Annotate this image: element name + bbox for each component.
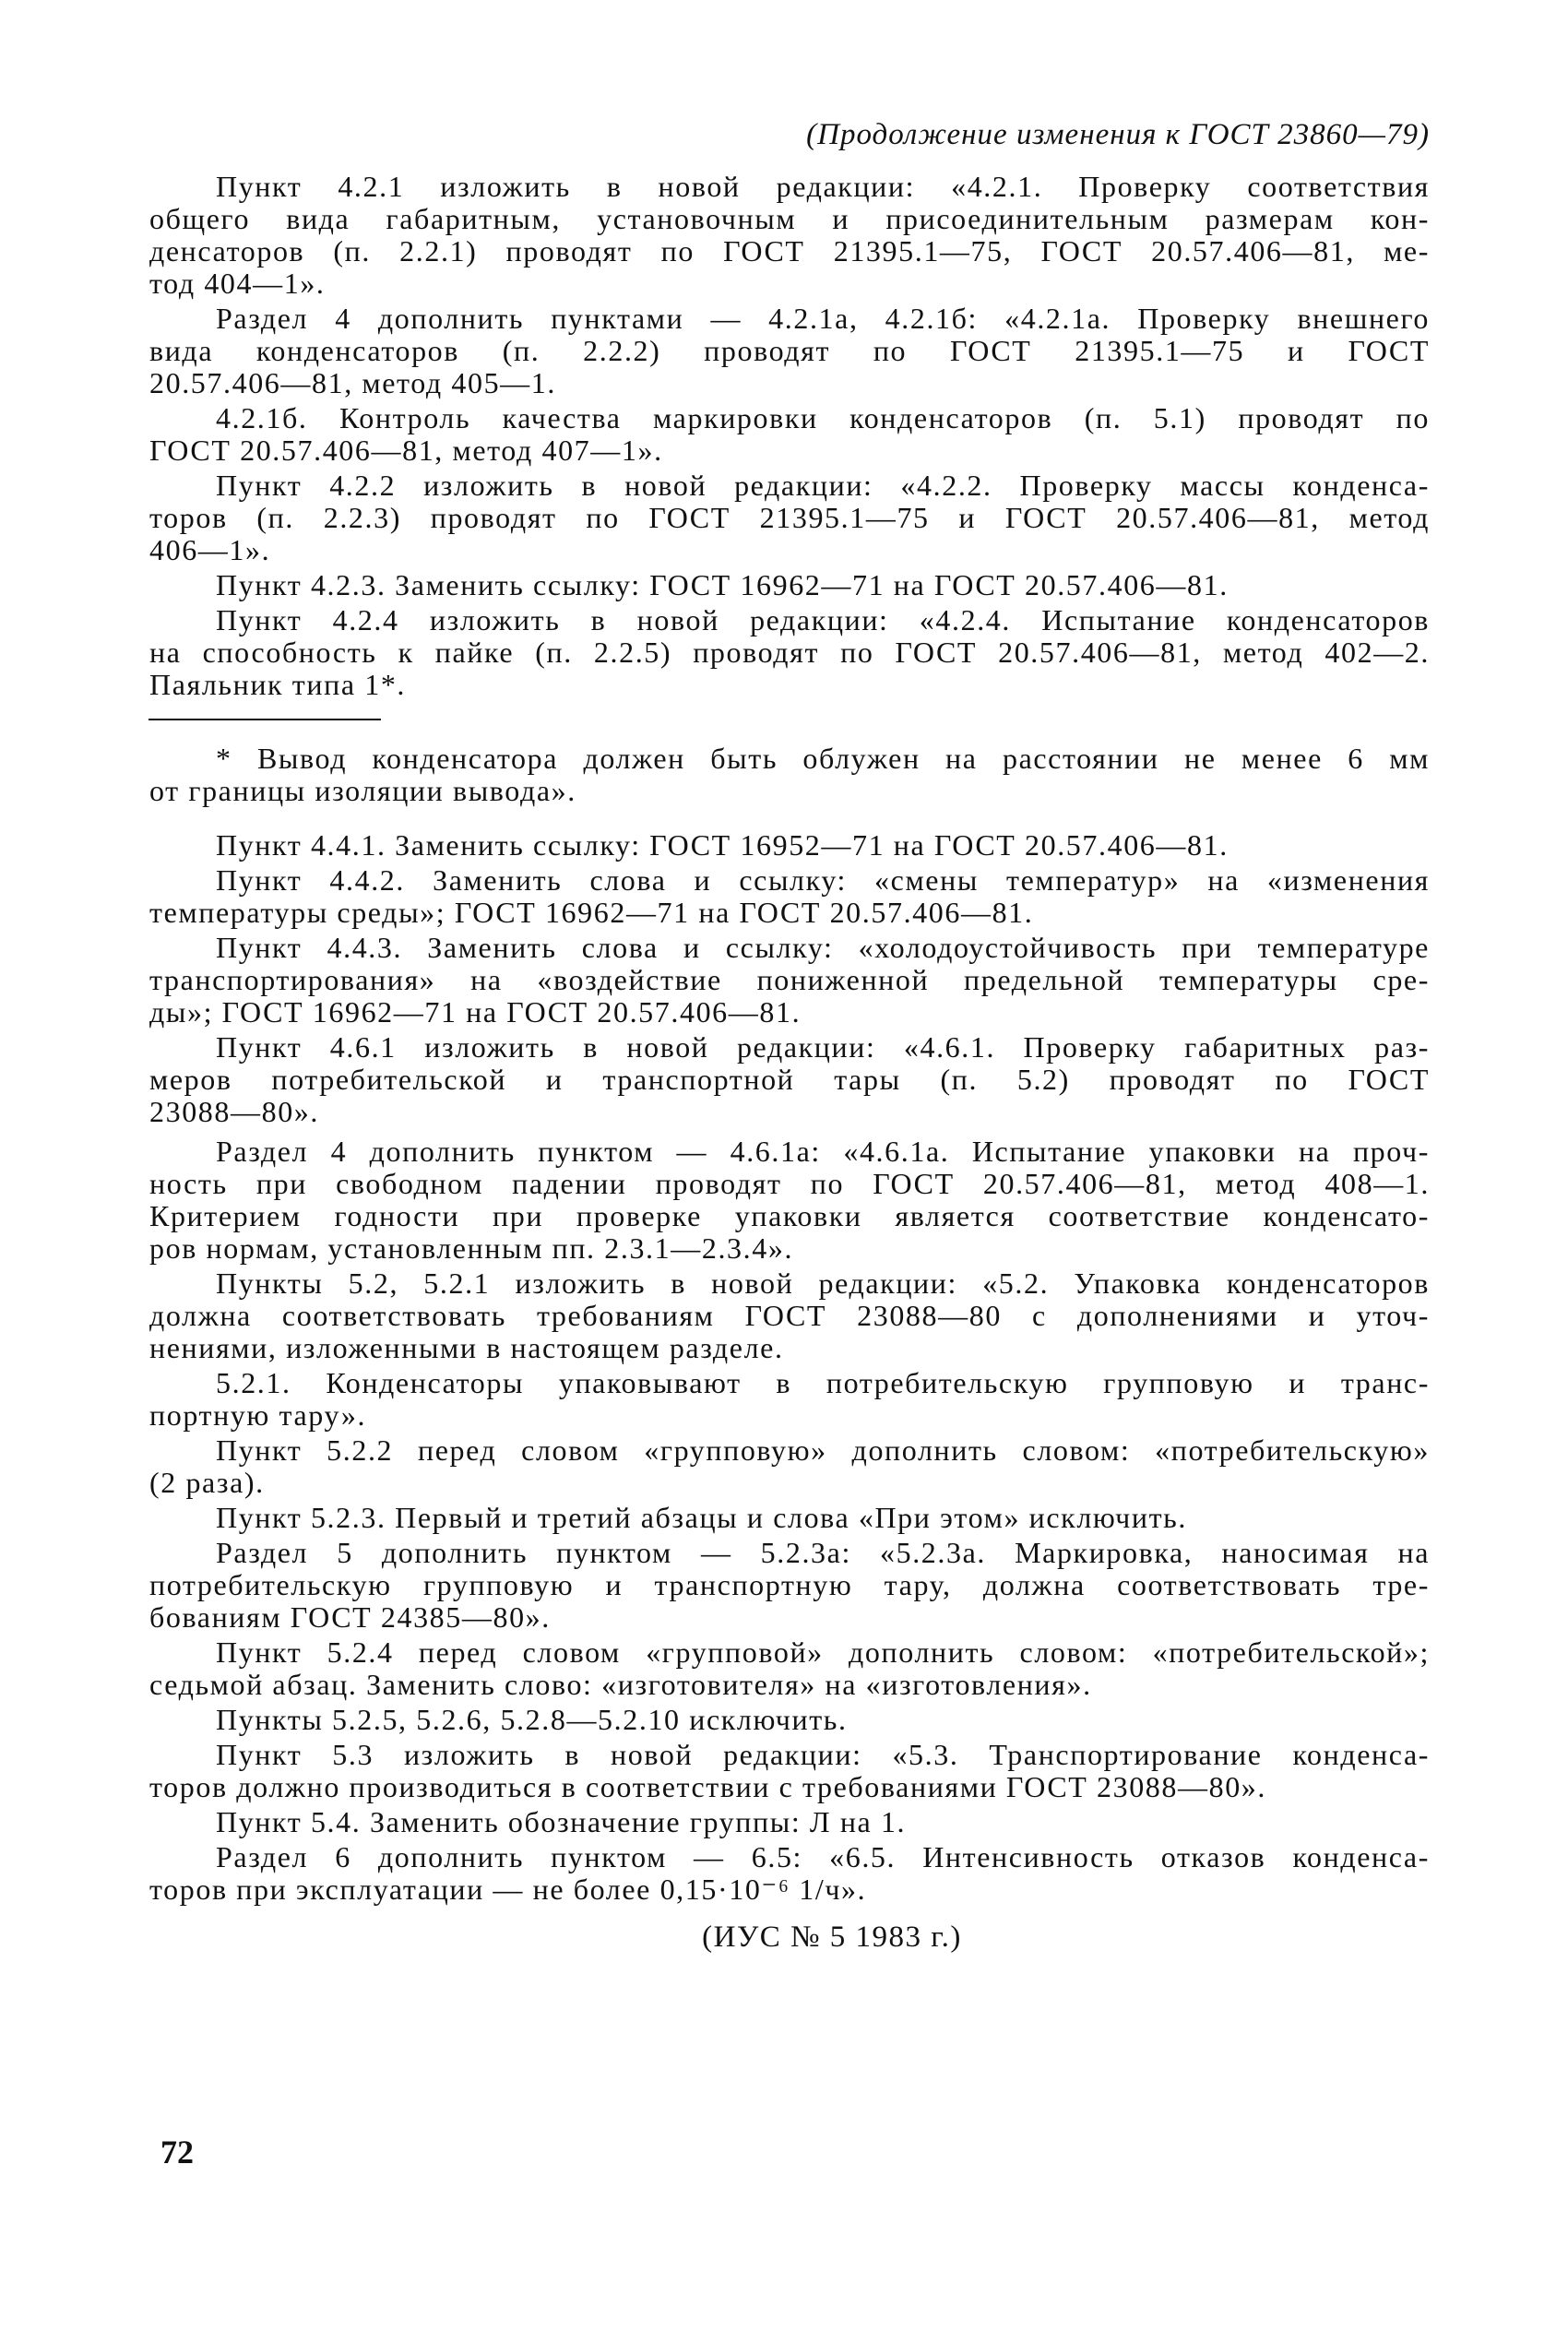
paragraph xyxy=(149,1704,1430,1736)
paragraph xyxy=(149,932,1430,1029)
paragraph xyxy=(149,1841,1430,1906)
running-header: (Продолжение изменения к ГОСТ 23860—79) xyxy=(806,118,1430,151)
page-number: 72 xyxy=(160,2134,194,2170)
text-line: 4.2.1б. Контроль качества маркировки конденсаторов (п. 5.1) проводят по xyxy=(216,401,1430,434)
text-line: Пункт 4.4.2. Заменить слова и ссылку: «смены температур» на «изменения xyxy=(216,863,1430,897)
text-line: ность при свободном падении проводят по ГОСТ 20.57.406—81, метод 408—1. xyxy=(149,1167,1430,1200)
paragraph xyxy=(149,743,1430,807)
text-line: Пункты 5.2, 5.2.1 изложить в новой редакции: «5.2. Упаковка конденсаторов xyxy=(216,1267,1430,1300)
text-line: Пункт 5.4. Заменить обозначение группы: Л на 1. xyxy=(216,1805,907,1838)
footnote-separator xyxy=(148,719,381,720)
text-line: общего вида габаритным, установочным и присоединительным размерам кон- xyxy=(149,202,1430,235)
text-line: денсаторов (п. 2.2.1) проводят по ГОСТ 21395.1—75, ГОСТ 20.57.406—81, ме- xyxy=(149,234,1430,268)
text-line: Пункт 4.6.1 изложить в новой редакции: «4.6.1. Проверку габаритных раз- xyxy=(216,1030,1430,1064)
text-line: Раздел 6 дополнить пунктом — 6.5: «6.5. Интенсивность отказов конденса- xyxy=(216,1840,1430,1873)
text-line: вида конденсаторов (п. 2.2.2) проводят по ГОСТ 21395.1—75 и ГОСТ xyxy=(149,334,1430,367)
text-line: Пункт 5.3 изложить в новой редакции: «5.3. Транспортирование конденса- xyxy=(216,1738,1430,1771)
text-line: 5.2.1. Конденсаторы упаковывают в потребительскую групповую и транс- xyxy=(216,1366,1430,1399)
main-text-block-1 xyxy=(149,171,1430,704)
text-line: торов должно производиться в соответствии с требованиями ГОСТ 23088—80». xyxy=(149,1770,1267,1803)
text-line: Раздел 4 дополнить пунктом — 4.6.1а: «4.6.1а. Испытание упаковки на проч- xyxy=(216,1135,1430,1168)
text-line: 23088—80». xyxy=(149,1095,319,1128)
paragraph xyxy=(149,1806,1430,1838)
footnote xyxy=(149,743,1430,810)
main-text-block-2 xyxy=(149,829,1430,1909)
paragraph xyxy=(149,1537,1430,1634)
paragraph xyxy=(149,569,1430,601)
text-line: от границы изоляции вывода». xyxy=(149,774,576,807)
text-line: должна соответствовать требованиям ГОСТ 23088—80 с дополнениями и уточ- xyxy=(149,1299,1430,1332)
text-line: Пункт 4.2.2 изложить в новой редакции: «4.2.2. Проверку массы конденса- xyxy=(216,469,1430,502)
paragraph xyxy=(149,1031,1430,1128)
text-line: торов при эксплуатации — не более 0,15·10⁻⁶ 1/ч». xyxy=(149,1873,867,1906)
paragraph xyxy=(149,470,1430,566)
text-line: ды»; ГОСТ 16962—71 на ГОСТ 20.57.406—81. xyxy=(149,995,802,1029)
text-line: Пункты 5.2.5, 5.2.6, 5.2.8—5.2.10 исключить. xyxy=(216,1703,848,1736)
paragraph xyxy=(149,402,1430,467)
text-line: нениями, изложенными в настоящем разделе. xyxy=(149,1331,784,1364)
text-line: меров потребительской и транспортной тары (п. 5.2) проводят по ГОСТ xyxy=(149,1063,1430,1096)
text-line: Раздел 4 дополнить пунктами — 4.2.1а, 4.2.1б: «4.2.1а. Проверку внешнего xyxy=(216,302,1430,335)
paragraph xyxy=(149,604,1430,701)
text-line: Пункт 4.4.1. Заменить ссылку: ГОСТ 16952—71 на ГОСТ 20.57.406—81. xyxy=(216,828,1229,862)
paragraph xyxy=(149,1502,1430,1534)
text-line: Паяльник типа 1*. xyxy=(149,668,407,701)
text-line: Пункт 5.2.4 перед словом «групповой» дополнить словом: «потребительской»; xyxy=(216,1635,1430,1669)
text-line: ГОСТ 20.57.406—81, метод 407—1». xyxy=(149,434,663,467)
text-line: * Вывод конденсатора должен быть облужен на расстоянии не менее 6 мм xyxy=(216,742,1430,775)
text-line: Пункт 5.2.2 перед словом «групповую» дополнить словом: «потребительскую» xyxy=(216,1433,1430,1467)
text-line: ров нормам, установленным пп. 2.3.1—2.3.4». xyxy=(149,1231,794,1265)
text-line: Пункт 4.2.4 изложить в новой редакции: «4.2.4. Испытание конденсаторов xyxy=(216,603,1430,636)
text-line: Пункт 5.2.3. Первый и третий абзацы и слова «При этом» исключить. xyxy=(216,1501,1187,1534)
source-reference: (ИУС № 5 1983 г.) xyxy=(702,1921,962,1954)
text-line: Пункт 4.2.3. Заменить ссылку: ГОСТ 16962—71 на ГОСТ 20.57.406—81. xyxy=(216,568,1229,601)
paragraph xyxy=(149,1136,1430,1265)
text-line: Пункт 4.2.1 изложить в новой редакции: «4.2.1. Проверку соответствия xyxy=(216,170,1430,203)
text-line: температуры среды»; ГОСТ 16962—71 на ГОСТ 20.57.406—81. xyxy=(149,896,1034,929)
paragraph xyxy=(149,303,1430,399)
paragraph xyxy=(149,1267,1430,1364)
text-line: портную тару». xyxy=(149,1398,367,1432)
text-line: тод 404—1». xyxy=(149,267,326,300)
text-line: 406—1». xyxy=(149,533,271,566)
text-line: транспортирования» на «воздействие пониженной предельной температуры сре- xyxy=(149,963,1430,996)
text-line: на способность к пайке (п. 2.2.5) проводят по ГОСТ 20.57.406—81, метод 402—2. xyxy=(149,636,1430,669)
paragraph xyxy=(149,1739,1430,1803)
text-line: (2 раза). xyxy=(149,1466,265,1499)
text-line: торов (п. 2.2.3) проводят по ГОСТ 21395.1—75 и ГОСТ 20.57.406—81, метод xyxy=(149,501,1430,534)
paragraph xyxy=(149,1434,1430,1499)
paragraph xyxy=(149,1367,1430,1432)
text-line: Критерием годности при проверке упаковки является соответствие конденсато- xyxy=(149,1199,1430,1232)
paragraph xyxy=(149,864,1430,929)
text-line: Раздел 5 дополнить пунктом — 5.2.3а: «5.2.3а. Маркировка, наносимая на xyxy=(216,1536,1430,1569)
text-line: потребительскую групповую и транспортную тару, должна соответствовать тре- xyxy=(149,1568,1430,1601)
text-line: бованиям ГОСТ 24385—80». xyxy=(149,1600,551,1634)
paragraph xyxy=(149,829,1430,862)
paragraph xyxy=(149,1636,1430,1701)
text-line: седьмой абзац. Заменить слово: «изготовителя» на «изготовления». xyxy=(149,1668,1092,1701)
text-line: Пункт 4.4.3. Заменить слова и ссылку: «холодоустойчивость при температуре xyxy=(216,931,1430,964)
text-line: 20.57.406—81, метод 405—1. xyxy=(149,366,556,399)
paragraph xyxy=(149,171,1430,300)
